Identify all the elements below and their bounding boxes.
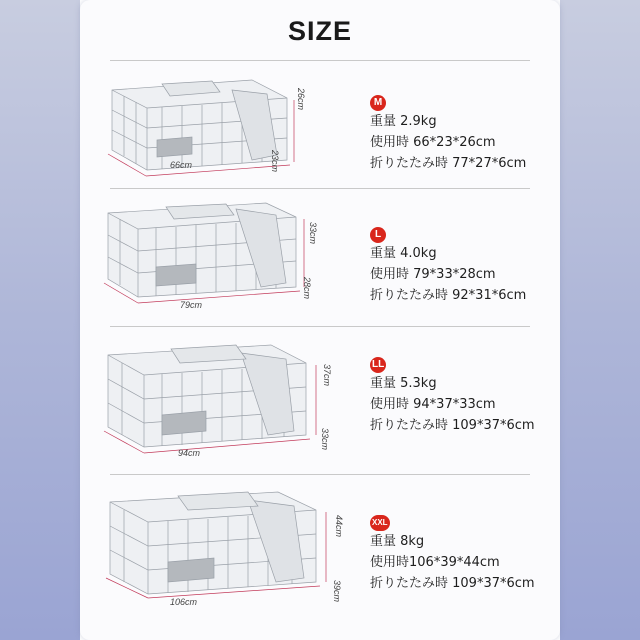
size-card [80,0,560,640]
in-use-dimensions: 使用時 79*33*28cm [370,267,496,282]
folded-dimensions: 折りたたみ時 92*31*6cm [370,288,527,303]
divider [110,188,530,189]
divider [110,474,530,475]
spec-block [370,90,560,174]
spec-block [370,510,560,594]
dim-width: 33cm [320,428,330,451]
cage-image [102,70,322,180]
in-use-dimensions: 使用時106*39*44cm [370,555,500,570]
dim-length: 79cm [180,300,203,310]
left-border [0,0,80,640]
cage-image [98,482,358,610]
weight-text: 重量 2.9kg [370,114,437,129]
size-badge: LL [370,357,386,373]
dim-height: 33cm [308,222,318,245]
cage-image [96,335,346,465]
weight-text: 重量 4.0kg [370,246,437,261]
weight-text: 重量 5.3kg [370,376,437,391]
dim-width: 39cm [332,580,342,603]
cage-image [96,195,336,310]
dim-width: 23cm [270,150,280,173]
dim-width: 28cm [302,277,312,300]
in-use-dimensions: 使用時 94*37*33cm [370,397,496,412]
size-badge: M [370,95,386,111]
folded-dimensions: 折りたたみ時 77*27*6cm [370,156,527,171]
folded-dimensions: 折りたたみ時 109*37*6cm [370,418,535,433]
page-title: SIZE [287,16,352,46]
dim-length: 94cm [178,448,201,458]
divider [110,326,530,327]
size-badge: L [370,227,386,243]
in-use-dimensions: 使用時 66*23*26cm [370,135,496,150]
dim-length: 66cm [170,160,193,170]
folded-dimensions: 折りたたみ時 109*37*6cm [370,576,535,591]
size-badge: XXL [370,515,390,531]
dim-length: 106cm [170,597,198,607]
dim-height: 44cm [334,515,344,538]
spec-block [370,352,560,436]
divider [110,60,530,61]
dim-height: 26cm [296,88,306,111]
spec-block [370,222,560,306]
weight-text: 重量 8kg [370,534,425,549]
dim-height: 37cm [322,364,332,387]
right-border [560,0,640,640]
